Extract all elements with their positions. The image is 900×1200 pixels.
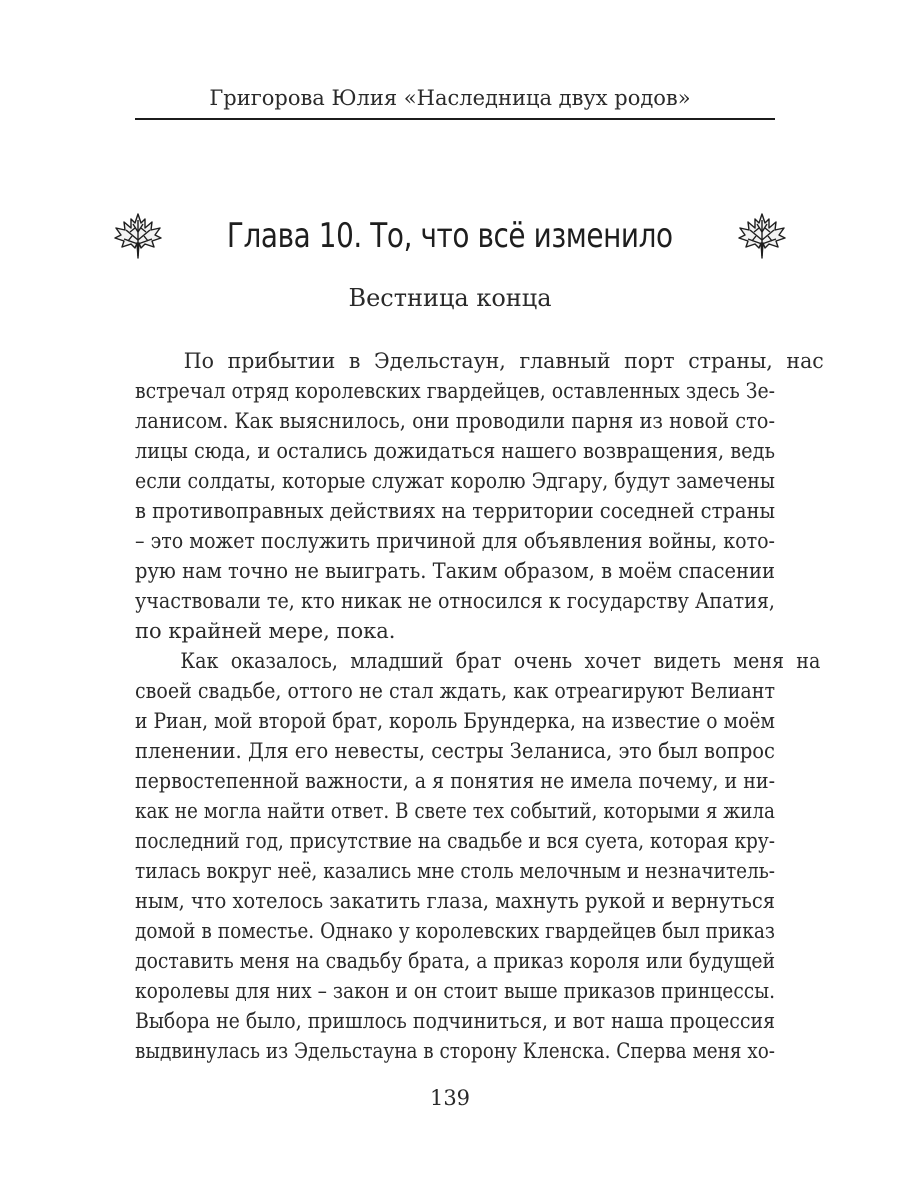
- chapter-heading: [0, 206, 900, 266]
- text-line: по крайней мере, пока.: [135, 619, 396, 643]
- body-text: [135, 346, 824, 1066]
- text-line: и Риан, мой второй брат, король Брундерка, на известие о моём: [135, 709, 775, 733]
- text-line: если солдаты, которые служат королю Эдгару, будут замечены: [135, 469, 775, 493]
- text-line: выдвинулась из Эдельстауна в сторону Кленска. Сперва меня хо-: [135, 1039, 775, 1063]
- text-line: ным, что хотелось закатить глаза, махнуть рукой и вернуться: [135, 889, 775, 913]
- text-line: в противоправных действиях на территории соседней страны: [135, 499, 775, 523]
- text-line: лицы сюда, и остались дожидаться нашего возвращения, ведь: [135, 439, 775, 463]
- page-number: 139: [429, 1086, 471, 1110]
- text-line: как не могла найти ответ. В свете тех событий, которыми я жила: [135, 799, 775, 823]
- text-line: доставить меня на свадьбу брата, а приказ короля или будущей: [135, 949, 775, 973]
- text-line: – это может послужить причиной для объявления войны, кото-: [135, 529, 775, 553]
- section-subtitle: Вестница конца: [348, 284, 552, 312]
- text-line: первостепенной важности, а я понятия не имела почему, и ни-: [135, 769, 775, 793]
- text-line: домой в поместье. Однако у королевских гвардейцев был приказ: [135, 919, 775, 943]
- text-line: королевы для них – закон и он стоит выше приказов принцессы.: [135, 979, 775, 1003]
- text-line: рую нам точно не выиграть. Таким образом, в моём спасении: [135, 559, 775, 583]
- text-line: встречал отряд королевских гвардейцев, оставленных здесь Зе-: [135, 379, 775, 403]
- text-line: своей свадьбе, оттого не стал ждать, как отреагируют Велиант: [135, 679, 775, 703]
- maple-leaf-icon: [110, 208, 166, 264]
- running-header: Григорова Юлия «Наследница двух родов»: [209, 86, 691, 110]
- maple-leaf-icon: [734, 208, 790, 264]
- text-line: тилась вокруг неё, казались мне столь мелочным и незначитель-: [135, 859, 775, 883]
- text-line: пленении. Для его невесты, сестры Зеланиса, это был вопрос: [135, 739, 775, 763]
- text-line: Как оказалось, младший брат очень хочет видеть меня на: [180, 649, 821, 673]
- header-divider: [135, 118, 775, 120]
- chapter-title: Глава 10. То, что всё изменило: [227, 216, 673, 256]
- text-line: Выбора не было, пришлось подчиниться, и вот наша процессия: [135, 1009, 775, 1033]
- text-line: участвовали те, кто никак не относился к государству Апатия,: [135, 589, 775, 613]
- text-line: последний год, присутствие на свадьбе и вся суета, которая кру-: [135, 829, 775, 853]
- text-line: По прибытии в Эдельстаун, главный порт страны, нас: [183, 349, 824, 373]
- text-line: ланисом. Как выяснилось, они проводили парня из новой сто-: [135, 409, 775, 433]
